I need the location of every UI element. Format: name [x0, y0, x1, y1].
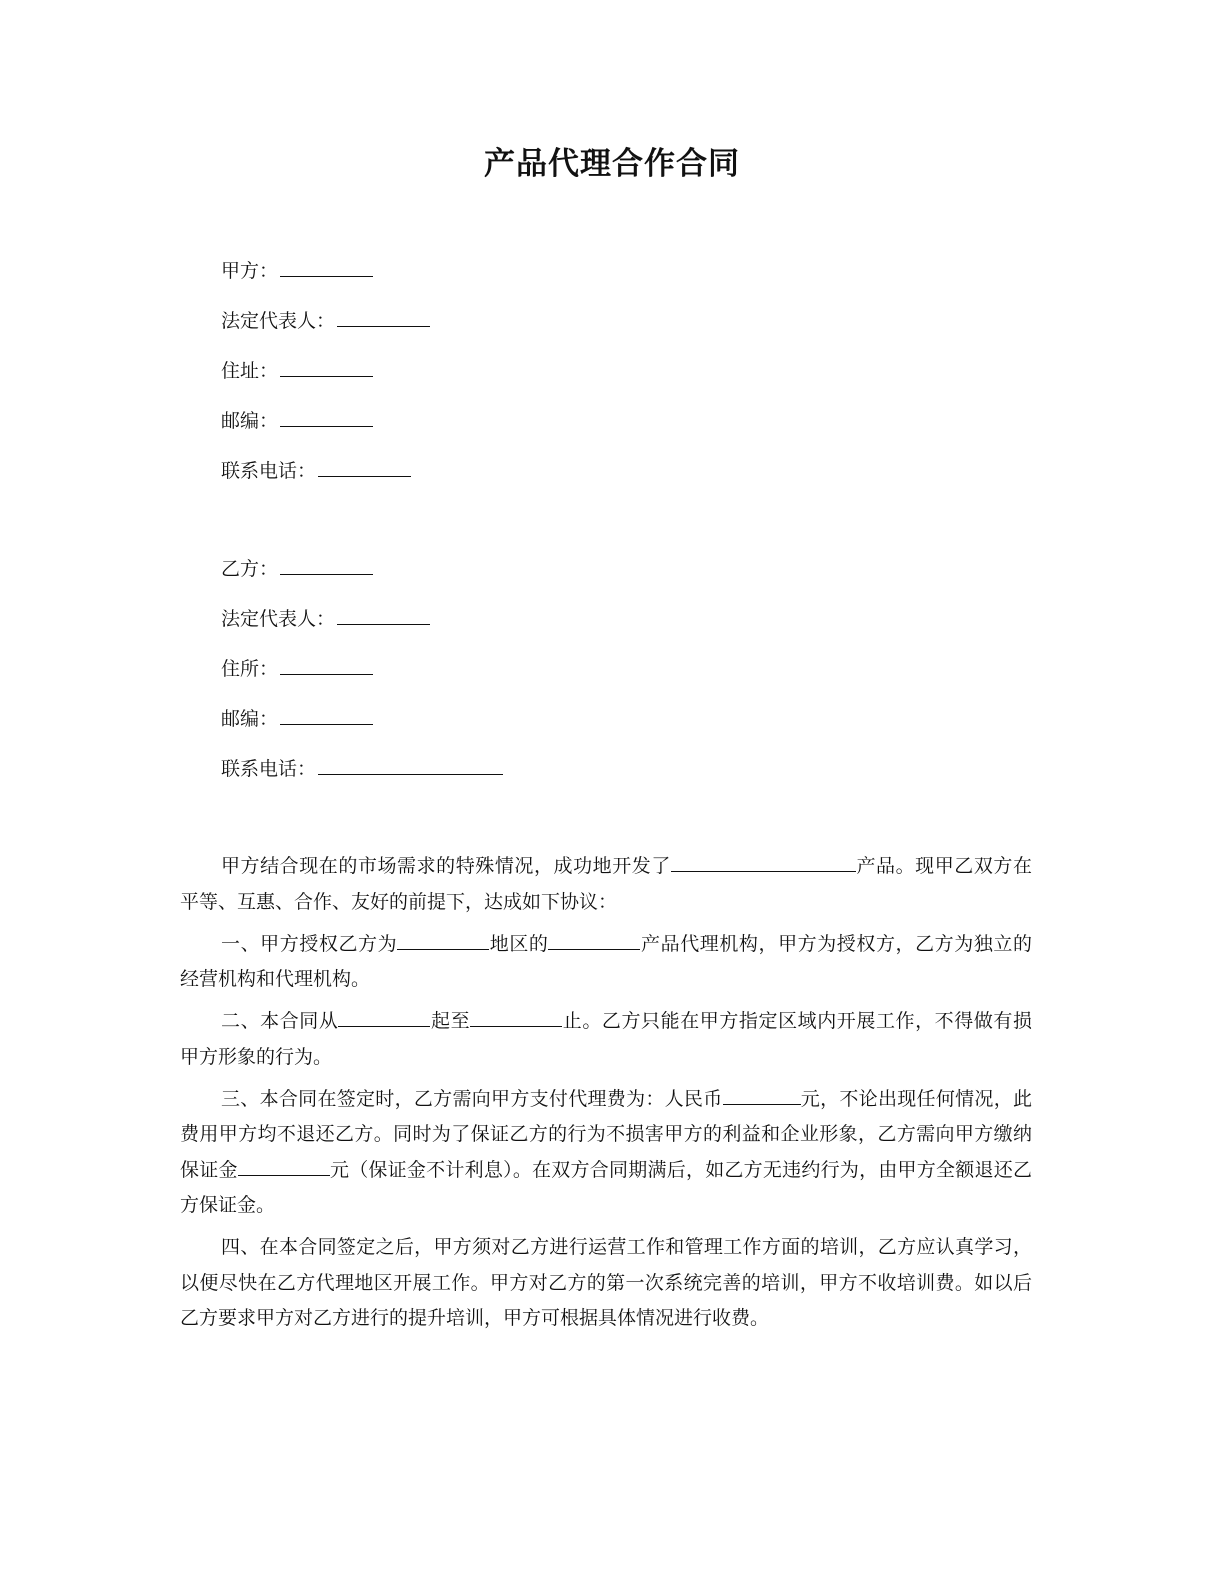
blank-line — [723, 1082, 801, 1105]
blank-line — [318, 454, 411, 477]
text-segment: 甲方结合现在的市场需求的特殊情况，成功地开发了 — [221, 855, 671, 877]
party-a-postcode-field — [221, 404, 921, 454]
blank-line — [671, 849, 856, 872]
blank-line — [280, 354, 373, 377]
text-segment: 产品。现甲乙双方在平等、互惠、合作、友好的前提下，达成如下协议： — [180, 855, 1032, 913]
text-segment: 元，不论出现任何情况，此费用甲方均不退还乙方。同时为了保证乙方的行为不损害甲方的利益和企业形象，乙方需向甲方缴纳保证金 — [180, 1087, 1032, 1181]
blank-line — [280, 702, 373, 725]
clause-2-paragraph — [180, 1004, 1032, 1075]
text-segment: 三、本合同在签定时，乙方需向甲方支付代理费为：人民币 — [221, 1087, 723, 1110]
party-a-name-field — [221, 254, 921, 304]
document-title: 产品代理合作合同 — [484, 146, 740, 182]
party-b-section — [221, 552, 921, 802]
blank-line — [337, 602, 430, 625]
blank-line — [470, 1004, 562, 1027]
field-label: 住址： — [221, 360, 279, 382]
party-b-residence-field — [221, 652, 921, 702]
field-label: 联系电话： — [221, 758, 317, 780]
party-b-postcode-field — [221, 702, 921, 752]
party-a-phone-field — [221, 454, 921, 504]
blank-line — [318, 752, 503, 775]
preamble-paragraph — [180, 849, 1032, 920]
text-segment: 元（保证金不计利息）。在双方合同期满后，如乙方无违约行为，由甲方全额退还乙方保证金。 — [180, 1158, 1032, 1216]
field-label: 邮编： — [221, 708, 279, 730]
blank-line — [337, 304, 430, 327]
text-segment: 一、甲方授权乙方为 — [221, 932, 398, 955]
field-label: 甲方： — [221, 260, 279, 282]
contract-body — [180, 849, 1032, 1343]
field-label: 联系电话： — [221, 460, 317, 482]
text-segment: 起至 — [430, 1010, 471, 1032]
blank-line — [280, 552, 373, 575]
text-segment: 止。乙方只能在甲方指定区域内开展工作，不得做有损甲方形象的行为。 — [180, 1010, 1032, 1068]
blank-line — [280, 404, 373, 427]
party-b-name-field — [221, 552, 921, 602]
party-b-phone-field — [221, 752, 921, 802]
party-b-representative-field — [221, 602, 921, 652]
blank-line — [548, 927, 640, 950]
field-label: 法定代表人： — [221, 608, 336, 630]
text-segment: 四、在本合同签定之后，甲方须对乙方进行运营工作和管理工作方面的培训，乙方应认真学习，以便尽快在乙方代理地区开展工作。甲方对乙方的第一次系统完善的培训，甲方不收培训费。如以后乙方要求甲方对乙方进行的提升培训，甲方可根据具体情况进行收费。 — [180, 1236, 1032, 1329]
blank-line — [280, 254, 373, 277]
text-segment: 二、本合同从 — [221, 1010, 339, 1032]
field-label: 住所： — [221, 658, 279, 680]
party-a-section — [221, 254, 921, 504]
blank-line — [338, 1004, 430, 1027]
text-segment: 产品代理机构，甲方为授权方，乙方为独立的经营机构和代理机构。 — [180, 932, 1032, 990]
field-label: 邮编： — [221, 410, 279, 432]
field-label: 乙方： — [221, 558, 279, 580]
clause-1-paragraph — [180, 927, 1032, 998]
blank-line — [280, 652, 373, 675]
clause-3-paragraph — [180, 1082, 1032, 1224]
clause-4-paragraph — [180, 1230, 1032, 1337]
blank-line — [397, 927, 489, 950]
party-a-representative-field — [221, 304, 921, 354]
text-segment: 地区的 — [489, 932, 549, 955]
blank-line — [238, 1153, 330, 1176]
field-label: 法定代表人： — [221, 310, 336, 332]
party-a-address-field — [221, 354, 921, 404]
